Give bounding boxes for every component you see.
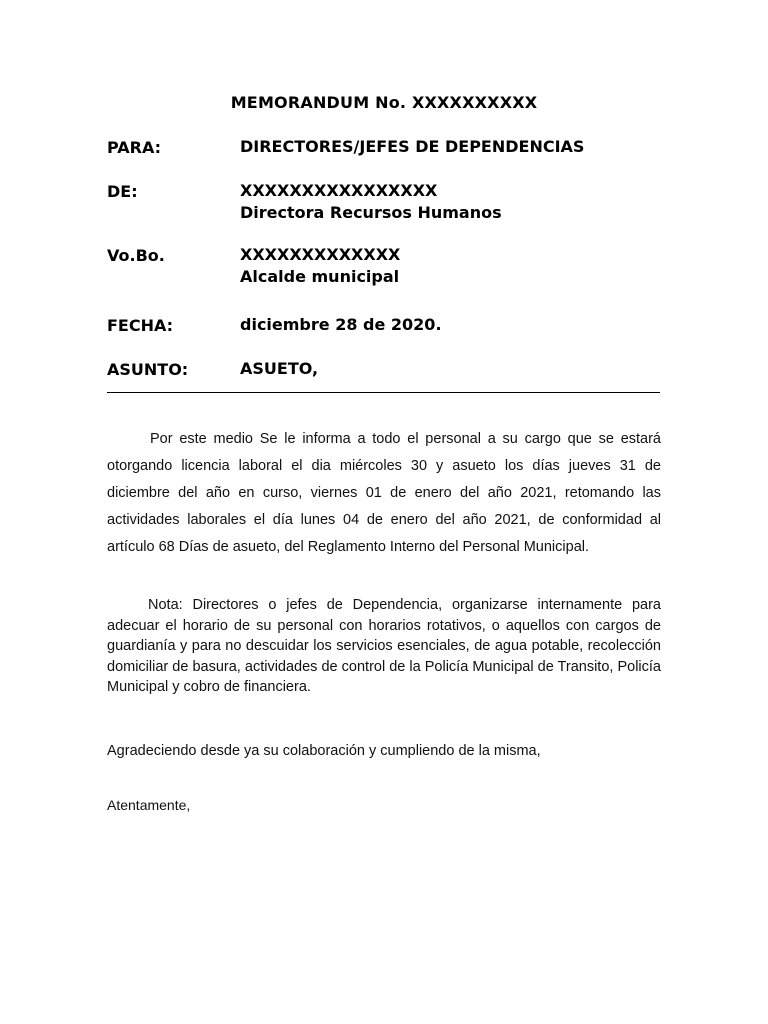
- fecha-label: FECHA:: [107, 316, 174, 335]
- body-paragraph-1: Por este medio Se le informa a todo el personal a su cargo que se estará otorgando licencia laboral el dia miércoles 30 y asueto los días jueves 31 de diciembre del año en curso, viernes 01 de enero del año 2021, retomando las actividades laborales el día lunes 04 de enero del año 2021, de conformidad al artículo 68 Días de asueto, del Reglamento Interno del Personal Municipal.: [107, 431, 661, 555]
- de-value: [240, 180, 502, 224]
- de-name: XXXXXXXXXXXXXXXX: [240, 181, 438, 200]
- fecha-value: [240, 314, 442, 336]
- para-recipients: DIRECTORES/JEFES DE DEPENDENCIAS: [240, 137, 585, 156]
- vobo-value: [240, 244, 400, 288]
- vobo-name: XXXXXXXXXXXXX: [240, 245, 401, 264]
- body-paragraph-2: Nota: Directores o jefes de Dependencia, organizarse internamente para adecuar el horario de su personal con horarios rotativos, o aquellos con cargos de guardianía y para no descuidar los servicios esenciales, de agua potable, recolección domiciliar de basura, actividades de control de la Policía Municipal de Transito, Policía Municipal y cobro de financiera.: [107, 597, 661, 695]
- signoff-line: Atentamente,: [107, 797, 191, 813]
- de-label: DE:: [107, 182, 138, 201]
- fecha-date: diciembre 28 de 2020.: [240, 315, 442, 334]
- vobo-label: Vo.Bo.: [107, 246, 165, 265]
- para-value: [240, 136, 584, 158]
- para-label: PARA:: [107, 138, 162, 157]
- thanks-line: Agradeciendo desde ya su colaboración y cumpliendo de la misma,: [107, 743, 541, 759]
- vobo-role: Alcalde municipal: [240, 267, 400, 286]
- asunto-label: ASUNTO:: [107, 360, 189, 379]
- de-role: Directora Recursos Humanos: [240, 203, 502, 222]
- header-divider: [107, 392, 660, 393]
- asunto-value: [240, 358, 318, 380]
- asunto-subject: ASUETO,: [240, 359, 319, 378]
- memo-title: MEMORANDUM No. XXXXXXXXXX: [230, 93, 538, 112]
